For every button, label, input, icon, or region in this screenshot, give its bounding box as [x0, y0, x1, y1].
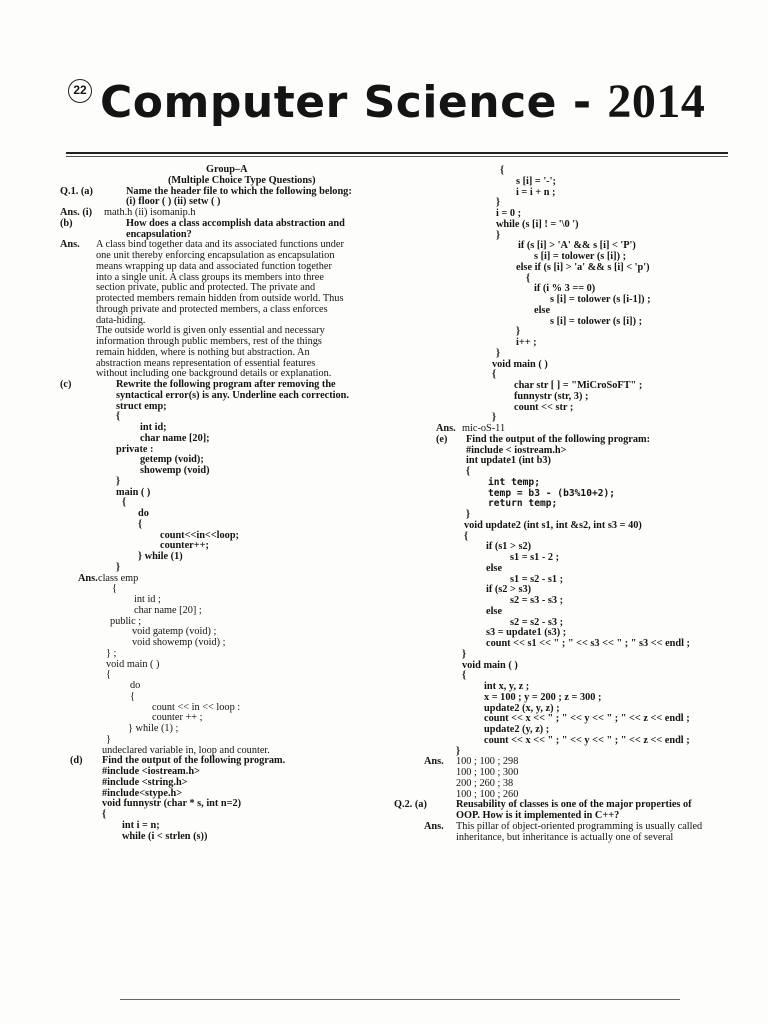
line-text: count << x << " ; " << y << " ; " << z << endl ;: [484, 713, 690, 725]
right-text-line: [404, 607, 744, 618]
line-text: one unit thereby enforcing encapsulation as encapsulation: [96, 250, 335, 261]
right-text-line: [404, 446, 744, 457]
question-label: Ans.: [60, 239, 80, 251]
line-text: #include <iostream.h>: [102, 766, 200, 777]
line-text: update2 (y, z) ;: [484, 724, 550, 735]
left-text-line: [60, 498, 400, 509]
left-text-line: [60, 778, 400, 789]
title-year: 2014: [607, 75, 706, 128]
line-text: s [i] = tolower (s [i-1]) ;: [550, 294, 651, 305]
line-text: #include <string.h>: [102, 776, 188, 788]
line-text: }: [456, 745, 461, 757]
line-text: {: [106, 669, 111, 681]
line-text: else: [534, 304, 551, 316]
right-text-line: [404, 768, 744, 779]
line-text: This pillar of object-oriented programming is usually called: [456, 820, 703, 832]
line-text: s1 = s2 - s1 ;: [510, 573, 564, 585]
line-text: How does a class accomplish data abstraction and: [126, 217, 345, 229]
header-rule-thin: [66, 156, 728, 157]
page-title: [100, 72, 705, 133]
left-text-line: [60, 402, 400, 413]
line-text: int i = n;: [122, 819, 160, 831]
line-text: showemp (void): [140, 465, 210, 476]
line-text: without including one background details or explanation.: [96, 368, 332, 380]
line-text: else: [486, 562, 503, 574]
right-text-line: [404, 489, 744, 500]
line-text: count << s1 << " ; " << s3 << " ; " s3 << endl ;: [486, 638, 690, 649]
line-text: int id ;: [134, 594, 161, 605]
line-text: count << x << " ; " << y << " ; " << z << endl ;: [484, 734, 690, 746]
line-text: s [i] = '-';: [516, 175, 556, 187]
line-text: void main ( ): [492, 358, 548, 370]
right-text-line: [404, 661, 744, 672]
left-text-line: [60, 735, 400, 746]
left-text-line: [60, 219, 400, 230]
right-text-line: [404, 714, 744, 725]
left-text-line: [60, 262, 400, 273]
line-text: }: [496, 347, 501, 359]
line-text: 100 ; 100 ; 298: [456, 756, 519, 768]
line-text: }: [496, 229, 501, 241]
line-text: data-hiding.: [96, 314, 146, 326]
right-text-line: [404, 403, 744, 414]
line-text: {: [116, 411, 121, 423]
line-text: int temp;: [488, 476, 540, 488]
right-text-line: [404, 639, 744, 650]
left-text-line: [60, 649, 400, 660]
left-text-line: [60, 423, 400, 434]
right-text-line: [404, 618, 744, 629]
line-text: int update1 (int b3): [466, 455, 551, 467]
right-text-line: [404, 306, 744, 317]
right-text-line: [404, 564, 744, 575]
left-text-line: [60, 187, 400, 198]
line-text: #include<stype.h>: [102, 787, 183, 799]
line-text: {: [464, 530, 469, 542]
line-text: return temp;: [488, 498, 558, 510]
question-label: Ans.: [424, 756, 444, 768]
line-text: }: [516, 326, 521, 338]
line-text: mic-oS-11: [462, 423, 506, 434]
line-text: Find the output of the following program:: [466, 433, 651, 445]
line-text: else if (s [i] > 'a' && s [i] < 'p'): [516, 261, 650, 273]
right-text-line: [404, 575, 744, 586]
line-text: int x, y, z ;: [484, 681, 530, 692]
line-text: Group–A: [206, 164, 248, 175]
line-text: count<<in<<loop;: [160, 529, 239, 541]
line-text: private :: [116, 443, 154, 455]
line-text: counter ++ ;: [152, 712, 203, 724]
question-label: (b): [60, 217, 73, 229]
line-text: if (s [i] > 'A' && s [i] < 'P'): [518, 240, 636, 252]
line-text: 100 ; 100 ; 260: [456, 788, 519, 800]
line-text: void showemp (void) ;: [132, 637, 226, 648]
line-text: temp = b3 - (b3%10+2);: [488, 487, 616, 499]
line-text: {: [526, 272, 531, 284]
line-text: encapsulation?: [126, 228, 192, 240]
line-text: counter++;: [160, 540, 209, 552]
line-text: while (s [i] ! = '\0 '): [496, 218, 579, 230]
left-text-line: [60, 810, 400, 821]
question-label: Ans.: [424, 820, 444, 832]
line-text: } while (1) ;: [128, 723, 179, 734]
right-text-line: [404, 757, 744, 768]
line-text: while (i < strlen (s)): [122, 830, 208, 842]
left-column: [60, 165, 400, 842]
left-text-line: [60, 799, 400, 810]
line-text: void main ( ): [106, 658, 160, 670]
line-text: {: [500, 165, 505, 176]
right-text-line: [404, 166, 744, 177]
right-text-line: [404, 532, 744, 543]
line-text: } while (1): [138, 551, 183, 562]
line-text: }: [106, 733, 111, 745]
line-text: update2 (x, y, z) ;: [484, 702, 560, 714]
left-text-line: [60, 574, 400, 585]
line-text: {: [112, 583, 117, 595]
left-text-line: [60, 617, 400, 628]
right-text-line: [404, 553, 744, 564]
page-number-circle: 22: [68, 79, 92, 103]
left-text-line: [60, 477, 400, 488]
line-text: void update2 (int s1, int &s2, int s3 = 40): [464, 519, 642, 531]
line-text: section private, public and protected. The private and: [96, 282, 316, 294]
line-text: Rewrite the following program after removing the: [116, 379, 336, 390]
line-text: count << str ;: [514, 401, 574, 413]
line-text: {: [122, 497, 127, 509]
line-text: means wrapping up data and associated function together: [96, 260, 332, 272]
line-text: main ( ): [116, 486, 151, 498]
right-text-line: [404, 521, 744, 532]
question-label: (c): [60, 379, 72, 390]
line-text: Find the output of the following program.: [102, 755, 286, 767]
left-text-line: [60, 660, 400, 671]
line-text: undeclared variable in, loop and counter.: [102, 744, 270, 756]
right-text-line: [404, 693, 744, 704]
line-text: protected members remain hidden from outside world. Thus: [96, 293, 344, 304]
line-text: inheritance, but inheritance is actually one of several: [456, 831, 674, 843]
line-text: }: [492, 412, 497, 424]
line-text: {: [102, 809, 107, 820]
line-text: {: [138, 518, 143, 530]
question-label: Ans.: [78, 572, 98, 584]
header-rule: [66, 152, 728, 154]
right-text-line: [404, 435, 744, 446]
line-text: if (s1 > s2): [486, 541, 532, 553]
left-text-line: [60, 445, 400, 456]
left-text-line: [60, 466, 400, 477]
right-column: [394, 165, 744, 843]
line-text: do: [130, 680, 141, 691]
line-text: }: [462, 648, 467, 660]
right-text-line: [404, 822, 744, 833]
line-text: {: [130, 690, 135, 702]
left-text-line: [60, 348, 400, 359]
left-text-line: [60, 541, 400, 552]
left-text-line: [60, 412, 400, 423]
left-text-line: [60, 176, 400, 187]
left-text-line: [60, 821, 400, 832]
line-text: getemp (void);: [140, 454, 204, 466]
line-text: {: [462, 670, 467, 682]
left-text-line: [60, 692, 400, 703]
line-text: 200 ; 260 ; 38: [456, 777, 514, 789]
right-text-line: [404, 349, 744, 360]
line-text: s1 = s1 - 2 ;: [510, 552, 560, 563]
line-text: OOP. How is it implemented in C++?: [456, 810, 620, 821]
line-text: Reusability of classes is one of the major properties of: [456, 799, 692, 811]
line-text: (i) floor ( ) (ii) setw ( ): [126, 196, 221, 208]
right-text-line: [404, 220, 744, 231]
question-label: Ans. (i): [60, 207, 93, 218]
right-text-line: [404, 467, 744, 478]
line-text: do: [138, 508, 149, 519]
line-text: s2 = s3 - s3 ;: [510, 595, 564, 606]
line-text: char name [20] ;: [134, 604, 202, 616]
right-text-line: [404, 671, 744, 682]
line-text: #include < iostream.h>: [466, 444, 567, 456]
right-text-line: [404, 338, 744, 349]
line-text: through private and protected members, a class enforces: [96, 303, 328, 315]
left-text-line: [60, 552, 400, 563]
right-text-line: [404, 747, 744, 758]
left-text-line: [60, 509, 400, 520]
line-text: (Multiple Choice Type Questions): [168, 174, 316, 186]
left-text-line: [60, 563, 400, 574]
right-text-line: [404, 542, 744, 553]
line-text: void gatemp (void) ;: [132, 626, 217, 638]
left-text-line: [60, 724, 400, 735]
left-text-line: [60, 606, 400, 617]
right-text-line: [404, 188, 744, 199]
right-text-line: [404, 327, 744, 338]
left-text-line: [60, 531, 400, 542]
line-text: {: [492, 369, 497, 381]
right-text-line: [404, 360, 744, 371]
left-text-line: [60, 434, 400, 445]
line-text: class emp: [98, 572, 139, 584]
line-text: math.h (ii) isomanip.h: [104, 207, 196, 218]
line-text: The outside world is given only essential and necessary: [96, 325, 325, 337]
line-text: x = 100 ; y = 200 ; z = 300 ;: [484, 691, 602, 703]
line-text: s3 = update1 (s3) ;: [486, 627, 567, 639]
left-text-line: [60, 584, 400, 595]
line-text: } ;: [106, 647, 117, 659]
line-text: Name the header file to which the following belong:: [126, 185, 352, 197]
line-text: count << in << loop :: [152, 701, 241, 713]
line-text: char name [20];: [140, 432, 210, 444]
question-label: Q.1. (a): [60, 185, 93, 197]
left-text-line: [60, 391, 400, 402]
right-text-line: [404, 585, 744, 596]
question-label: (e): [436, 433, 448, 445]
line-text: i = 0 ;: [496, 208, 522, 219]
line-text: }: [116, 561, 121, 573]
line-text: struct emp;: [116, 400, 167, 412]
line-text: }: [466, 509, 471, 520]
right-text-line: [404, 499, 744, 510]
line-text: into a single unit. A class groups its members into three: [96, 271, 324, 283]
right-text-line: [404, 478, 744, 489]
left-text-line: [60, 488, 400, 499]
line-text: char str [ ] = "MiCroSoFT" ;: [514, 380, 643, 391]
line-text: abstraction means representation of essential features: [96, 357, 316, 369]
line-text: s2 = s2 - s3 ;: [510, 616, 564, 628]
line-text: void main ( ): [462, 659, 518, 671]
left-text-line: [60, 627, 400, 638]
line-text: information through public members, rest of the things: [96, 336, 322, 347]
left-text-line: [60, 703, 400, 714]
line-text: s [i] = tolower (s [i]) ;: [550, 315, 643, 327]
line-text: void funnystr (char * s, int n=2): [102, 798, 242, 810]
left-text-line: [60, 832, 400, 843]
right-text-line: [404, 392, 744, 403]
line-text: public ;: [110, 615, 142, 627]
right-text-line: [404, 198, 744, 209]
title-text: Computer Science -: [100, 77, 608, 128]
right-text-line: [404, 833, 744, 844]
left-text-line: [60, 305, 400, 316]
right-text-line: [404, 263, 744, 274]
line-text: remain hidden, where is nothing but abstraction. An: [96, 346, 310, 358]
question-label: Ans.: [436, 423, 456, 434]
right-text-line: [404, 736, 744, 747]
line-text: }: [116, 475, 121, 487]
line-text: int id;: [140, 422, 167, 433]
footer-rule: [120, 999, 680, 1000]
line-text: syntactical error(s) is any. Underline each correction.: [116, 389, 349, 401]
question-label: Q.2. (a): [394, 799, 427, 811]
line-text: else: [486, 605, 503, 617]
left-text-line: [60, 520, 400, 531]
left-text-line: [60, 455, 400, 466]
right-text-line: [404, 295, 744, 306]
line-text: i++ ;: [516, 337, 537, 348]
question-label: (d): [70, 755, 83, 767]
right-text-line: [404, 596, 744, 607]
line-text: A class bind together data and its associated functions under: [96, 239, 344, 251]
line-text: {: [466, 466, 471, 477]
left-text-line: [60, 681, 400, 692]
right-text-line: [404, 177, 744, 188]
line-text: i = i + n ;: [516, 186, 556, 198]
left-text-line: [60, 595, 400, 606]
right-text-line: [404, 317, 744, 328]
line-text: 100 ; 100 ; 300: [456, 767, 519, 778]
left-text-line: [60, 670, 400, 681]
line-text: funnystr (str, 3) ;: [514, 390, 589, 402]
right-text-line: [404, 779, 744, 790]
line-text: if (s2 > s3): [486, 584, 532, 596]
line-text: s [i] = tolower (s [i]) ;: [534, 251, 627, 262]
right-text-line: [404, 456, 744, 467]
right-text-line: [404, 650, 744, 661]
line-text: }: [496, 197, 501, 209]
line-text: if (i % 3 == 0): [534, 283, 596, 295]
left-text-line: [60, 713, 400, 724]
